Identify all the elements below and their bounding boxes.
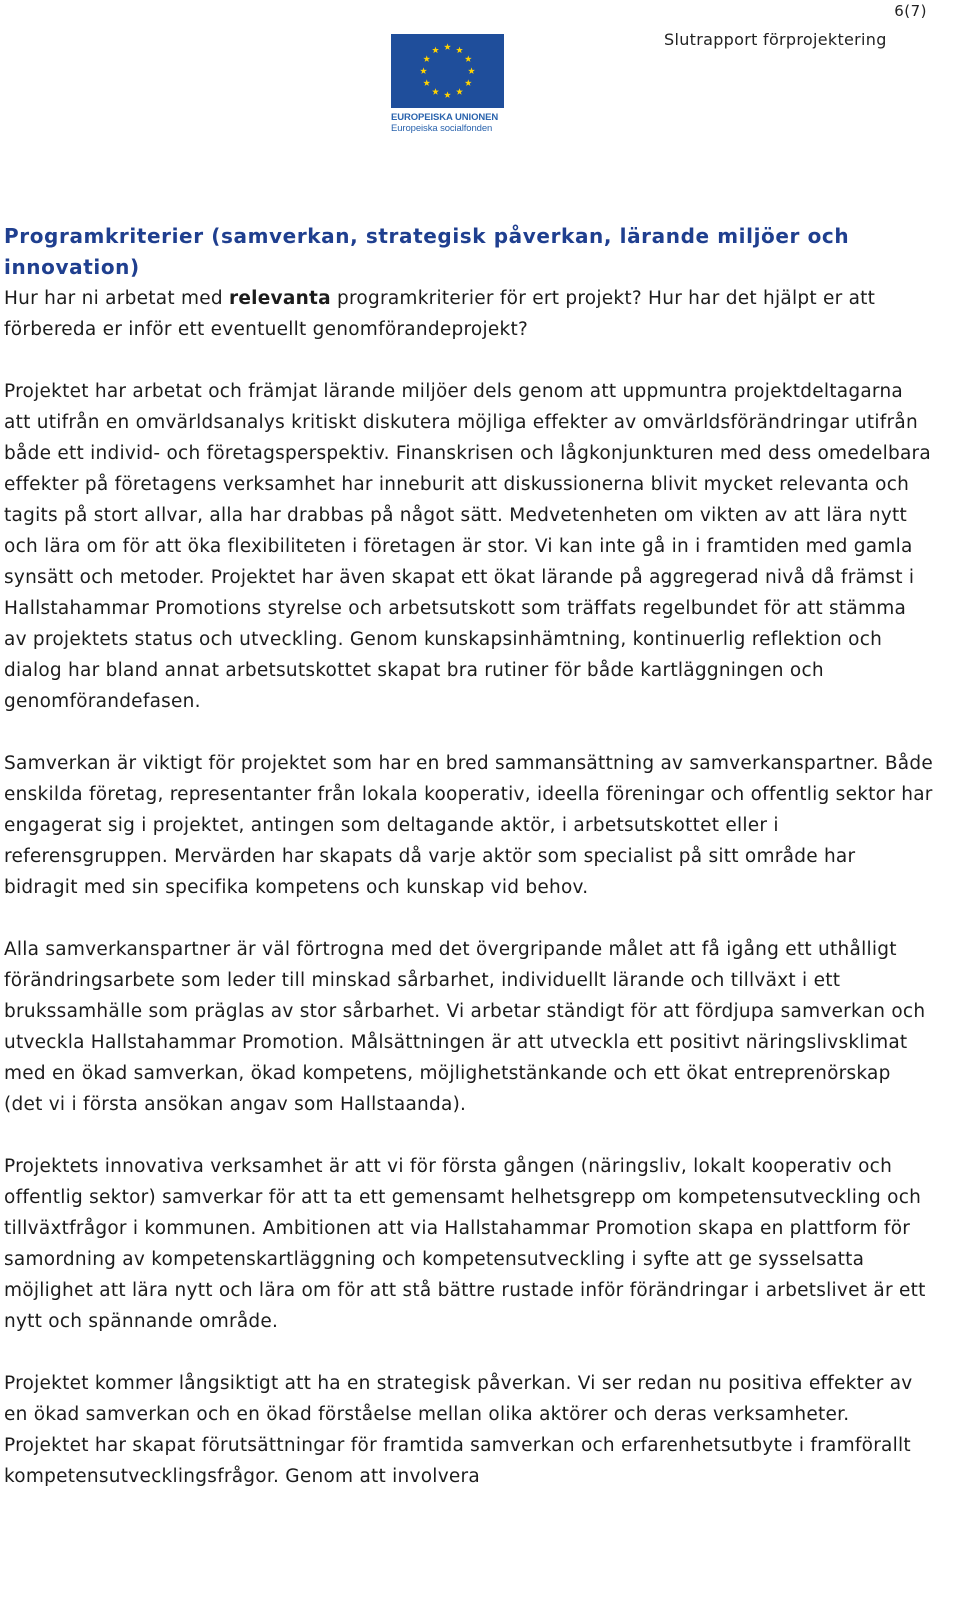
eu-logo [391, 34, 504, 134]
paragraph-collaboration: Samverkan är viktigt för projektet som har en bred sammansättning av samverkanspartner. Både enskilda företag, representanter från lokala kooperativ, ideella föreningar och offentlig sektor har engagerat sig i projektet, antingen som deltagande aktör, i arbetsutskottet eller i referensgruppen. Mervärden har skapats då varje aktör som specialist på sitt område har bidragit med sin specifika kompetens och kunskap vid behov. [4, 753, 934, 898]
paragraph-innovation: Projektets innovativa verksamhet är att vi för första gången (näringsliv, lokalt kooperativ och offentlig sektor) samverkar för att ta ett gemensamt helhetsgrepp om kompetensutveckling och tillväxtfrågor i kommunen. Ambitionen att via Hallstahammar Promotion skapa en plattform för samordning av kompetenskartläggning och kompetensutveckling i syfte att ge sysselsatta möjlighet att lära nytt och lära om för att stå bättre rustade inför förändringar i arbetslivet är ett nytt och spännande område. [4, 1156, 926, 1332]
main-content [4, 221, 934, 1523]
question-text-start: Hur har ni arbetat med [4, 288, 229, 309]
paragraph-strategic-impact: Projektet kommer långsiktigt att ha en strategisk påverkan. Vi ser redan nu positiva effekter av en ökad samverkan och en ökad förståelse mellan olika aktörer och deras verksamheter. Projektet har skapat förutsättningar för framtida samverkan och erfarenhetsutbyte i framförallt kompetensutvecklingsfrågor. Genom att involvera [4, 1373, 913, 1487]
section-question [4, 283, 934, 345]
logo-text-fund: Europeiska socialfonden [391, 123, 493, 134]
logo-text-union: EUROPEISKA UNIONEN [391, 112, 499, 123]
question-emphasis: relevanta [229, 288, 331, 309]
paragraph-learning-environments: Projektet har arbetat och främjat lärande miljöer dels genom att uppmuntra projektdeltagarna att utifrån en omvärldsanalys kritiskt diskutera möjliga effekter av omvärldsförändringar utifrån både ett individ- och företagsperspektiv. Finanskrisen och lågkonjunkturen med dess omedelbara effekter på företagens verksamhet har inneburit att diskussionerna blivit mycket relevanta och tagits på stort allvar, alla har drabbas på något sätt. Medvetenheten om vikten av att lära nytt och lära om för att öka flexibiliteten i företagen är stor. Vi kan inte gå in i framtiden med gamla synsätt och metoder. Projektet har även skapat ett ökat lärande på aggregerad nivå då främst i Hallstahammar Promotions styrelse och arbetsutskott som träffats regelbundet för att stämma av projektets status och utveckling. Genom kunskapsinhämtning, kontinuerlig reflektion och dialog har bland annat arbetsutskottet skapat bra rutiner för både kartläggningen och genomförandefasen. [4, 381, 931, 712]
page-number: 6(7) [894, 2, 927, 20]
eu-flag-icon [391, 34, 504, 108]
report-title: Slutrapport förprojektering [664, 30, 887, 49]
paragraph-partners: Alla samverkanspartner är väl förtrogna med det övergripande målet att få igång ett uthålligt förändringsarbete som leder till minskad sårbarhet, individuellt lärande och tillväxt i ett brukssamhälle som präglas av stor sårbarhet. Vi arbetar ständigt för att fördjupa samverkan och utveckla Hallstahammar Promotion. Målsättningen är att utveckla ett positivt näringslivsklimat med en ökad samverkan, ökad kompetens, möjlighetstänkande och ett ökat entreprenörskap (det vi i första ansökan angav som Hallstaanda). [4, 939, 926, 1115]
question-text-end: programkriterier för ert projekt? Hur har det hjälpt er att förbereda er inför ett eventuellt genomförandeprojekt? [4, 288, 876, 340]
section-heading: Programkriterier (samverkan, strategisk påverkan, lärande miljöer och innovation) [4, 224, 850, 279]
